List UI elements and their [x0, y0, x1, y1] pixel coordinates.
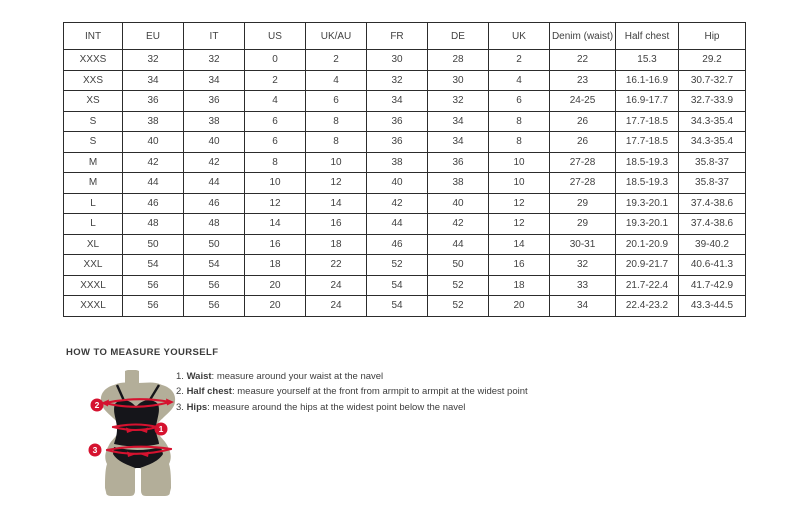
table-cell: 50	[123, 234, 184, 255]
table-cell: 17.7-18.5	[616, 132, 679, 153]
table-cell: 56	[123, 275, 184, 296]
measure-step	[176, 386, 528, 401]
table-cell: 2	[489, 50, 550, 71]
table-cell: 24	[306, 275, 367, 296]
how-to-measure-title: HOW TO MEASURE YOURSELF	[66, 347, 219, 358]
table-cell: 12	[306, 173, 367, 194]
table-cell: 42	[367, 193, 428, 214]
table-cell: 10	[489, 152, 550, 173]
table-cell: 6	[245, 111, 306, 132]
table-cell: 27-28	[550, 152, 616, 173]
step-number: 1.	[176, 371, 187, 382]
table-row	[64, 111, 746, 132]
table-cell: S	[64, 132, 123, 153]
table-cell: 44	[428, 234, 489, 255]
header-cell: Hip	[679, 23, 746, 50]
table-row	[64, 255, 746, 276]
table-cell: 15.3	[616, 50, 679, 71]
step-description: : measure yourself at the front from armpit to armpit at the widest point	[231, 386, 528, 398]
table-cell: 46	[184, 193, 245, 214]
table-cell: 34.3-35.4	[679, 111, 746, 132]
table-cell: 26	[550, 132, 616, 153]
marker-hips-label: 3	[92, 445, 98, 455]
table-cell: 24-25	[550, 91, 616, 112]
step-number: 2.	[176, 386, 187, 398]
table-row	[64, 173, 746, 194]
table-cell: 48	[184, 214, 245, 235]
table-cell: 34	[184, 70, 245, 91]
table-cell: 19.3-20.1	[616, 193, 679, 214]
table-cell: 20	[245, 275, 306, 296]
header-cell: DE	[428, 23, 489, 50]
table-cell: 18.5-19.3	[616, 173, 679, 194]
step-term: Half chest	[186, 386, 232, 398]
header-cell: UK/AU	[306, 23, 367, 50]
table-cell: 14	[245, 214, 306, 235]
table-cell: 40	[367, 173, 428, 194]
table-cell: 20	[489, 296, 550, 317]
header-cell: Denim (waist)	[550, 23, 616, 50]
table-cell: 12	[489, 214, 550, 235]
header-cell: FR	[367, 23, 428, 50]
table-cell: 34	[428, 111, 489, 132]
table-body	[64, 50, 746, 317]
marker-chest-label: 2	[94, 400, 100, 410]
table-row	[64, 296, 746, 317]
table-cell: 4	[245, 91, 306, 112]
table-cell: 56	[184, 296, 245, 317]
table-cell: 52	[428, 275, 489, 296]
table-cell: 32	[184, 50, 245, 71]
table-cell: 32.7-33.9	[679, 91, 746, 112]
table-cell: XXS	[64, 70, 123, 91]
table-cell: 8	[489, 132, 550, 153]
table-cell: 4	[306, 70, 367, 91]
table-cell: 14	[306, 193, 367, 214]
table-cell: 35.8-37	[679, 152, 746, 173]
table-cell: 54	[367, 296, 428, 317]
table-cell: 38	[367, 152, 428, 173]
table-cell: 50	[428, 255, 489, 276]
table-cell: 16.1-16.9	[616, 70, 679, 91]
table-cell: 27-28	[550, 173, 616, 194]
table-cell: 39-40.2	[679, 234, 746, 255]
table-cell: 18	[306, 234, 367, 255]
table-header-row	[64, 23, 746, 50]
table-cell: 32	[550, 255, 616, 276]
table-cell: 21.7-22.4	[616, 275, 679, 296]
table-cell: 54	[123, 255, 184, 276]
header-cell: IT	[184, 23, 245, 50]
table-cell: 29	[550, 214, 616, 235]
table-cell: L	[64, 193, 123, 214]
step-term: Hips	[186, 401, 208, 413]
table-cell: 23	[550, 70, 616, 91]
table-cell: 36	[428, 152, 489, 173]
table-cell: 30	[428, 70, 489, 91]
table-cell: 0	[245, 50, 306, 71]
table-cell: 40.6-41.3	[679, 255, 746, 276]
table-cell: XXXL	[64, 296, 123, 317]
table-cell: 34	[123, 70, 184, 91]
table-cell: 30.7-32.7	[679, 70, 746, 91]
table-cell: XL	[64, 234, 123, 255]
table-cell: 17.7-18.5	[616, 111, 679, 132]
measure-steps	[176, 371, 528, 417]
table-cell: 24	[306, 296, 367, 317]
table-cell: 14	[489, 234, 550, 255]
marker-waist	[155, 423, 168, 436]
table-cell: 52	[428, 296, 489, 317]
measure-step	[176, 402, 528, 417]
table-cell: M	[64, 173, 123, 194]
table-cell: 38	[123, 111, 184, 132]
table-row	[64, 214, 746, 235]
table-cell: 18.5-19.3	[616, 152, 679, 173]
marker-chest	[91, 399, 104, 412]
table-cell: 16	[489, 255, 550, 276]
table-row	[64, 152, 746, 173]
marker-hips	[89, 444, 102, 457]
table-cell: 18	[489, 275, 550, 296]
table-row	[64, 193, 746, 214]
table-cell: 32	[123, 50, 184, 71]
table-cell: L	[64, 214, 123, 235]
header-cell: US	[245, 23, 306, 50]
table-cell: 41.7-42.9	[679, 275, 746, 296]
table-cell: 2	[245, 70, 306, 91]
table-cell: 56	[184, 275, 245, 296]
table-cell: 6	[489, 91, 550, 112]
table-cell: 38	[184, 111, 245, 132]
table-cell: 44	[367, 214, 428, 235]
table-cell: 36	[184, 91, 245, 112]
table-cell: 8	[306, 111, 367, 132]
table-row	[64, 50, 746, 71]
table-cell: 43.3-44.5	[679, 296, 746, 317]
table-cell: 36	[367, 111, 428, 132]
table-cell: 37.4-38.6	[679, 193, 746, 214]
step-term: Waist	[186, 371, 212, 382]
table-cell: 34	[367, 91, 428, 112]
table-cell: 8	[489, 111, 550, 132]
table-cell: 22.4-23.2	[616, 296, 679, 317]
table-cell: 56	[123, 296, 184, 317]
table-cell: 16.9-17.7	[616, 91, 679, 112]
table-cell: 10	[245, 173, 306, 194]
table-cell: 6	[245, 132, 306, 153]
table-cell: XXXS	[64, 50, 123, 71]
marker-waist-label: 1	[158, 424, 164, 434]
table-cell: XXL	[64, 255, 123, 276]
table-cell: 18	[245, 255, 306, 276]
table-cell: 40	[184, 132, 245, 153]
table-cell: 38	[428, 173, 489, 194]
table-cell: 16	[306, 214, 367, 235]
table-cell: 22	[306, 255, 367, 276]
table-cell: 40	[428, 193, 489, 214]
table-cell: XS	[64, 91, 123, 112]
table-cell: 2	[306, 50, 367, 71]
step-number: 3.	[176, 401, 187, 413]
table-cell: 20.9-21.7	[616, 255, 679, 276]
table-cell: M	[64, 152, 123, 173]
table-cell: S	[64, 111, 123, 132]
table-cell: 28	[428, 50, 489, 71]
table-cell: 34.3-35.4	[679, 132, 746, 153]
table-cell: 12	[489, 193, 550, 214]
table-cell: 36	[367, 132, 428, 153]
table-row	[64, 70, 746, 91]
table-cell: 46	[367, 234, 428, 255]
table-row	[64, 275, 746, 296]
table-cell: 42	[184, 152, 245, 173]
table-cell: 48	[123, 214, 184, 235]
table-cell: 10	[489, 173, 550, 194]
table-cell: 33	[550, 275, 616, 296]
size-chart-table	[63, 22, 746, 317]
table-cell: 6	[306, 91, 367, 112]
table-cell: 29.2	[679, 50, 746, 71]
table-row	[64, 91, 746, 112]
table-cell: 20	[245, 296, 306, 317]
table-cell: 46	[123, 193, 184, 214]
table-row	[64, 132, 746, 153]
measure-step	[176, 371, 528, 386]
table-cell: 12	[245, 193, 306, 214]
header-cell: EU	[123, 23, 184, 50]
table-cell: XXXL	[64, 275, 123, 296]
table-cell: 36	[123, 91, 184, 112]
step-description: : measure around the hips at the widest point below the navel	[207, 401, 466, 413]
table-cell: 10	[306, 152, 367, 173]
table-cell: 54	[367, 275, 428, 296]
step-description: : measure around your waist at the navel	[211, 371, 384, 382]
header-cell: Half chest	[616, 23, 679, 50]
table-cell: 30	[367, 50, 428, 71]
table-cell: 32	[367, 70, 428, 91]
table-cell: 22	[550, 50, 616, 71]
table-cell: 20.1-20.9	[616, 234, 679, 255]
table-cell: 30-31	[550, 234, 616, 255]
header-cell: INT	[64, 23, 123, 50]
table-cell: 52	[367, 255, 428, 276]
table-cell: 16	[245, 234, 306, 255]
table-cell: 26	[550, 111, 616, 132]
table-cell: 4	[489, 70, 550, 91]
table-cell: 40	[123, 132, 184, 153]
table-cell: 44	[123, 173, 184, 194]
table-cell: 34	[428, 132, 489, 153]
table-cell: 19.3-20.1	[616, 214, 679, 235]
table-cell: 44	[184, 173, 245, 194]
table-cell: 29	[550, 193, 616, 214]
table-cell: 35.8-37	[679, 173, 746, 194]
table-row	[64, 234, 746, 255]
table-cell: 50	[184, 234, 245, 255]
table-cell: 42	[428, 214, 489, 235]
table-cell: 54	[184, 255, 245, 276]
table-cell: 8	[306, 132, 367, 153]
table-cell: 34	[550, 296, 616, 317]
table-cell: 42	[123, 152, 184, 173]
header-cell: UK	[489, 23, 550, 50]
table-cell: 37.4-38.6	[679, 214, 746, 235]
table-cell: 32	[428, 91, 489, 112]
table-cell: 8	[245, 152, 306, 173]
